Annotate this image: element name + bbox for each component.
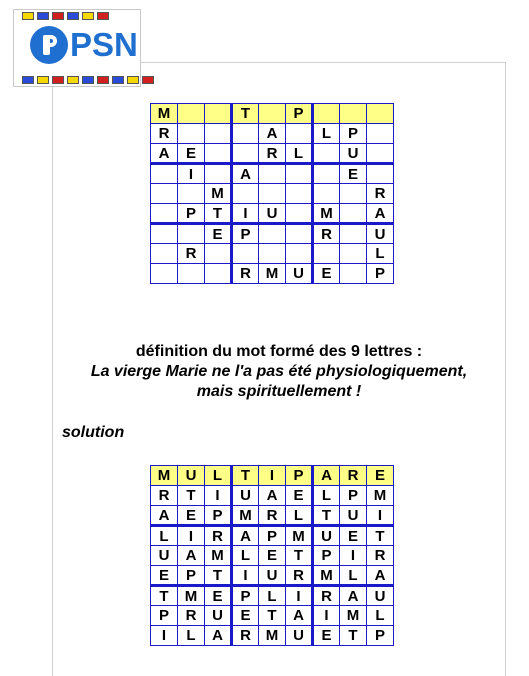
grid-cell	[151, 264, 178, 284]
grid-cell: R	[232, 626, 259, 646]
signal-flag-icon	[142, 76, 154, 84]
grid-cell	[286, 224, 313, 244]
grid-row	[151, 626, 394, 646]
grid-cell	[178, 224, 205, 244]
grid-cell: R	[313, 586, 340, 606]
grid-cell: E	[151, 566, 178, 586]
grid-cell	[178, 124, 205, 144]
grid-cell: R	[178, 244, 205, 264]
grid-cell	[286, 124, 313, 144]
grid-cell: M	[232, 506, 259, 526]
grid-cell	[205, 124, 232, 144]
signal-flag-icon	[67, 76, 79, 84]
grid-row	[151, 586, 394, 606]
grid-cell: E	[259, 546, 286, 566]
signal-flags-top	[22, 12, 109, 20]
grid-cell: L	[340, 566, 367, 586]
logo-text: PSN	[70, 26, 138, 63]
grid-cell: R	[151, 486, 178, 506]
grid-cell	[232, 124, 259, 144]
grid-cell	[205, 164, 232, 184]
grid-cell: I	[232, 204, 259, 224]
grid-cell: M	[259, 264, 286, 284]
grid-cell	[313, 244, 340, 264]
grid-cell	[259, 104, 286, 124]
grid-cell	[178, 184, 205, 204]
puzzle-grid	[150, 103, 394, 284]
grid-cell: A	[151, 144, 178, 164]
definition-title: définition du mot formé des 9 lettres :	[135, 343, 423, 360]
signal-flag-icon	[97, 76, 109, 84]
grid-cell	[151, 204, 178, 224]
grid-row	[151, 104, 394, 124]
grid-row	[151, 224, 394, 244]
grid-row	[151, 526, 394, 546]
grid-cell	[151, 224, 178, 244]
grid-cell: U	[259, 204, 286, 224]
grid-cell: L	[286, 506, 313, 526]
grid-cell	[340, 204, 367, 224]
grid-cell: I	[367, 506, 394, 526]
grid-cell: M	[286, 526, 313, 546]
grid-cell	[313, 144, 340, 164]
grid-cell: L	[205, 466, 232, 486]
page-border-right	[505, 62, 506, 676]
grid-cell: R	[367, 184, 394, 204]
grid-cell: R	[232, 264, 259, 284]
definition-line-1: La vierge Marie ne l'a pas été physiologiquement,	[90, 363, 468, 380]
solution-label: solution	[62, 424, 125, 441]
grid-cell: A	[286, 606, 313, 626]
grid-cell: R	[286, 566, 313, 586]
grid-row	[151, 606, 394, 626]
grid-cell: R	[259, 144, 286, 164]
grid-cell: M	[205, 184, 232, 204]
psn-logo[interactable]	[13, 9, 141, 87]
signal-flag-icon	[52, 12, 64, 20]
signal-flag-icon	[97, 12, 109, 20]
grid-cell: P	[259, 526, 286, 546]
grid-cell: L	[313, 486, 340, 506]
grid-row	[151, 566, 394, 586]
grid-cell: A	[259, 486, 286, 506]
grid-cell: I	[178, 526, 205, 546]
grid-cell: E	[178, 144, 205, 164]
grid-cell: T	[232, 466, 259, 486]
grid-cell	[151, 184, 178, 204]
grid-cell	[367, 104, 394, 124]
grid-cell: M	[151, 104, 178, 124]
grid-cell: A	[367, 566, 394, 586]
grid-row	[151, 486, 394, 506]
grid-cell	[151, 244, 178, 264]
grid-cell: E	[340, 164, 367, 184]
grid-cell: P	[367, 264, 394, 284]
grid-cell: P	[232, 224, 259, 244]
grid-cell: A	[178, 546, 205, 566]
grid-cell: M	[259, 626, 286, 646]
grid-cell: T	[178, 486, 205, 506]
grid-cell: U	[151, 546, 178, 566]
grid-cell: M	[367, 486, 394, 506]
grid-cell: U	[286, 264, 313, 284]
grid-cell: R	[313, 224, 340, 244]
grid-cell: P	[313, 546, 340, 566]
grid-cell: I	[205, 486, 232, 506]
signal-flag-icon	[112, 76, 124, 84]
solution-grid	[150, 465, 394, 646]
page-border-top	[141, 62, 506, 63]
grid-row	[151, 264, 394, 284]
grid-cell: A	[367, 204, 394, 224]
grid-cell: T	[367, 526, 394, 546]
grid-cell	[340, 244, 367, 264]
grid-cell	[340, 184, 367, 204]
grid-cell: R	[151, 124, 178, 144]
definition-block	[53, 342, 505, 402]
grid-cell: L	[178, 626, 205, 646]
grid-cell: R	[205, 526, 232, 546]
grid-cell	[286, 184, 313, 204]
signal-flag-icon	[82, 12, 94, 20]
grid-cell: L	[232, 546, 259, 566]
grid-row	[151, 546, 394, 566]
grid-cell: A	[205, 626, 232, 646]
grid-cell: P	[205, 506, 232, 526]
grid-cell: T	[205, 204, 232, 224]
grid-cell	[205, 264, 232, 284]
grid-row	[151, 466, 394, 486]
grid-cell: T	[259, 606, 286, 626]
grid-cell: U	[286, 626, 313, 646]
grid-cell: P	[286, 466, 313, 486]
definition-line-2: mais spirituellement !	[196, 383, 362, 400]
grid-cell	[286, 244, 313, 264]
grid-cell: L	[367, 244, 394, 264]
grid-row	[151, 244, 394, 264]
grid-cell	[367, 144, 394, 164]
grid-cell	[178, 264, 205, 284]
grid-cell	[205, 244, 232, 264]
grid-cell	[232, 184, 259, 204]
grid-row	[151, 144, 394, 164]
grid-cell: U	[178, 466, 205, 486]
grid-cell: U	[367, 586, 394, 606]
grid-cell: L	[313, 124, 340, 144]
grid-cell: M	[151, 466, 178, 486]
grid-row	[151, 164, 394, 184]
grid-cell: P	[367, 626, 394, 646]
grid-cell	[232, 244, 259, 264]
grid-cell	[286, 164, 313, 184]
grid-row	[151, 184, 394, 204]
grid-cell: L	[151, 526, 178, 546]
psn-p-badge-icon	[30, 26, 68, 64]
grid-cell: I	[286, 586, 313, 606]
grid-cell: U	[259, 566, 286, 586]
grid-cell: P	[178, 204, 205, 224]
grid-cell: U	[367, 224, 394, 244]
grid-cell: R	[259, 506, 286, 526]
grid-cell: I	[178, 164, 205, 184]
grid-cell: T	[232, 104, 259, 124]
grid-cell: P	[340, 124, 367, 144]
grid-row	[151, 204, 394, 224]
grid-cell: E	[232, 606, 259, 626]
grid-cell: P	[286, 104, 313, 124]
grid-cell: E	[205, 586, 232, 606]
grid-cell: A	[151, 506, 178, 526]
grid-cell: A	[259, 124, 286, 144]
grid-cell: R	[340, 466, 367, 486]
grid-cell: A	[232, 164, 259, 184]
grid-cell: U	[232, 486, 259, 506]
grid-cell: E	[313, 626, 340, 646]
grid-cell: P	[340, 486, 367, 506]
grid-cell	[259, 244, 286, 264]
grid-cell: T	[313, 506, 340, 526]
grid-cell: T	[286, 546, 313, 566]
grid-cell	[367, 164, 394, 184]
grid-cell: I	[232, 566, 259, 586]
grid-cell	[313, 184, 340, 204]
grid-cell	[259, 224, 286, 244]
grid-cell	[259, 164, 286, 184]
grid-cell	[313, 104, 340, 124]
grid-cell: R	[367, 546, 394, 566]
grid-cell	[367, 124, 394, 144]
grid-cell	[259, 184, 286, 204]
grid-cell: L	[367, 606, 394, 626]
grid-cell: P	[151, 606, 178, 626]
grid-cell: E	[340, 526, 367, 546]
grid-cell	[151, 164, 178, 184]
grid-cell: U	[313, 526, 340, 546]
grid-cell: E	[313, 264, 340, 284]
grid-cell	[178, 104, 205, 124]
grid-cell: A	[313, 466, 340, 486]
grid-cell	[340, 224, 367, 244]
grid-cell: A	[232, 526, 259, 546]
grid-cell	[340, 104, 367, 124]
grid-cell: U	[205, 606, 232, 626]
grid-cell	[313, 164, 340, 184]
grid-cell: T	[205, 566, 232, 586]
grid-cell: L	[286, 144, 313, 164]
signal-flag-icon	[82, 76, 94, 84]
signal-flag-icon	[22, 76, 34, 84]
definition-text	[53, 362, 505, 402]
signal-flag-icon	[37, 12, 49, 20]
grid-cell	[232, 144, 259, 164]
grid-cell: I	[313, 606, 340, 626]
grid-cell: I	[151, 626, 178, 646]
grid-cell: A	[340, 586, 367, 606]
signal-flag-icon	[22, 12, 34, 20]
grid-cell: E	[205, 224, 232, 244]
grid-cell: P	[178, 566, 205, 586]
grid-cell	[205, 104, 232, 124]
grid-row	[151, 506, 394, 526]
grid-cell: I	[340, 546, 367, 566]
grid-cell: E	[178, 506, 205, 526]
grid-cell	[205, 144, 232, 164]
grid-cell	[286, 204, 313, 224]
grid-cell: R	[178, 606, 205, 626]
signal-flag-icon	[127, 76, 139, 84]
grid-cell: M	[313, 566, 340, 586]
grid-cell: M	[178, 586, 205, 606]
grid-cell: M	[205, 546, 232, 566]
grid-cell: U	[340, 506, 367, 526]
grid-cell: E	[286, 486, 313, 506]
grid-cell: L	[259, 586, 286, 606]
grid-cell: P	[232, 586, 259, 606]
signal-flags-bottom	[22, 76, 154, 84]
grid-cell: T	[151, 586, 178, 606]
signal-flag-icon	[52, 76, 64, 84]
grid-row	[151, 124, 394, 144]
grid-cell: M	[313, 204, 340, 224]
grid-cell: M	[340, 606, 367, 626]
signal-flag-icon	[37, 76, 49, 84]
grid-cell	[340, 264, 367, 284]
grid-cell: U	[340, 144, 367, 164]
signal-flag-icon	[67, 12, 79, 20]
grid-cell: I	[259, 466, 286, 486]
grid-cell: E	[367, 466, 394, 486]
grid-cell: T	[340, 626, 367, 646]
